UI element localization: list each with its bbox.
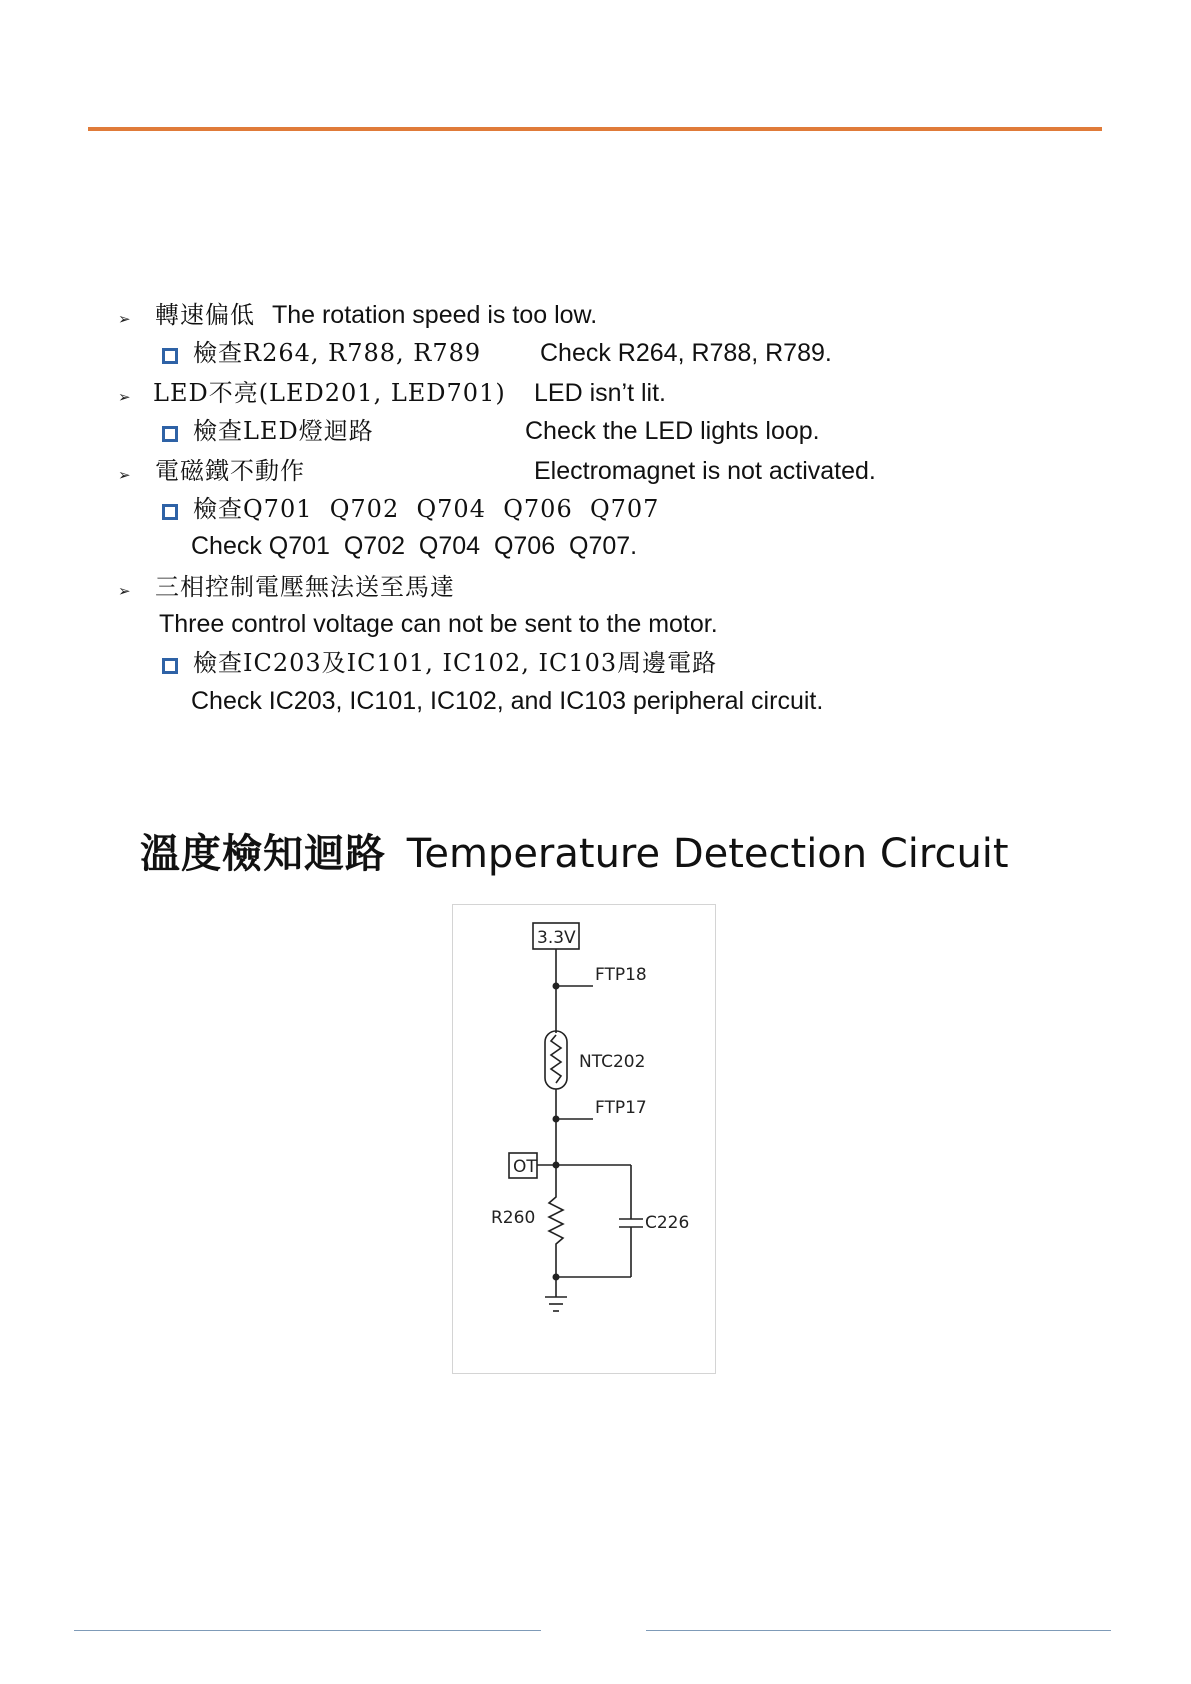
label-c226: C226 <box>645 1213 690 1233</box>
label-ftp18: FTP18 <box>595 965 647 985</box>
arrow-bullet-icon: ➢ <box>118 466 131 484</box>
resistor-zigzag <box>549 1185 563 1277</box>
item-1-en: The rotation speed is too low. <box>271 301 598 329</box>
label-ftp17: FTP17 <box>595 1098 647 1118</box>
item-3-main-cn-row <box>155 456 305 486</box>
item-1-sub-cn: 檢查R264, R788, R789 <box>193 339 482 367</box>
item-4-sub-en: Check IC203, IC101, IC102, and IC103 peripheral circuit. <box>191 687 824 715</box>
item-2-sub-cn: 檢查LED燈迴路 <box>193 417 374 445</box>
schematic-diagram <box>453 905 715 1373</box>
node-ftp17 <box>553 1116 560 1123</box>
item-2-cn: LED不亮(LED201, LED701) <box>153 379 506 407</box>
square-bullet-icon <box>162 426 178 442</box>
label-ot: OT <box>513 1157 537 1177</box>
square-bullet-icon <box>162 658 178 674</box>
square-bullet-icon <box>162 504 178 520</box>
item-3-cn: 電磁鐵不動作 <box>155 457 305 485</box>
temperature-detection-schematic <box>452 904 716 1374</box>
item-3-sub-cn: 檢查Q701 Q702 Q704 Q706 Q707 <box>193 495 660 523</box>
item-4-cn: 三相控制電壓無法送至馬達 <box>155 573 455 601</box>
item-1-cn: 轉速偏低 <box>155 301 255 329</box>
item-4-sub-cn: 檢查IC203及IC101, IC102, IC103周邊電路 <box>193 649 718 677</box>
footer-rule-left <box>74 1630 541 1631</box>
arrow-bullet-icon: ➢ <box>118 310 131 328</box>
footer-rule-right <box>646 1630 1111 1631</box>
thermistor-body <box>545 1031 567 1089</box>
node-ground <box>553 1274 560 1281</box>
label-r260: R260 <box>491 1208 536 1228</box>
thermistor-zigzag <box>551 1035 561 1083</box>
section-title-cn: 溫度檢知迴路 <box>140 830 386 877</box>
item-4-main-cn-row <box>155 572 455 602</box>
item-2-en: LED isn’t lit. <box>534 379 666 407</box>
item-1-main <box>155 300 597 330</box>
square-bullet-icon <box>162 348 178 364</box>
item-2-sub-en: Check the LED lights loop. <box>525 417 820 445</box>
arrow-bullet-icon: ➢ <box>118 582 131 600</box>
item-3-en: Electromagnet is not activated. <box>534 457 876 485</box>
header-rule <box>88 127 1102 131</box>
label-ntc202: NTC202 <box>579 1052 646 1072</box>
section-title <box>140 830 1009 878</box>
section-title-en: Temperature Detection Circuit <box>406 831 1009 877</box>
label-supply: 3.3V <box>537 928 576 948</box>
item-2-sub-cn-row <box>193 416 374 446</box>
item-3-sub-en: Check Q701 Q702 Q704 Q706 Q707. <box>191 532 638 560</box>
item-3-sub-cn-row <box>193 494 659 524</box>
arrow-bullet-icon: ➢ <box>118 388 131 406</box>
node-ftp18 <box>553 983 560 990</box>
item-4-sub-cn-row <box>193 648 717 678</box>
item-2-main-cn-row <box>153 378 506 408</box>
node-ot <box>553 1162 560 1169</box>
item-4-en: Three control voltage can not be sent to the motor. <box>159 610 718 638</box>
item-1-sub-en: Check R264, R788, R789. <box>540 339 832 367</box>
item-1-sub-cn-row <box>193 338 481 368</box>
